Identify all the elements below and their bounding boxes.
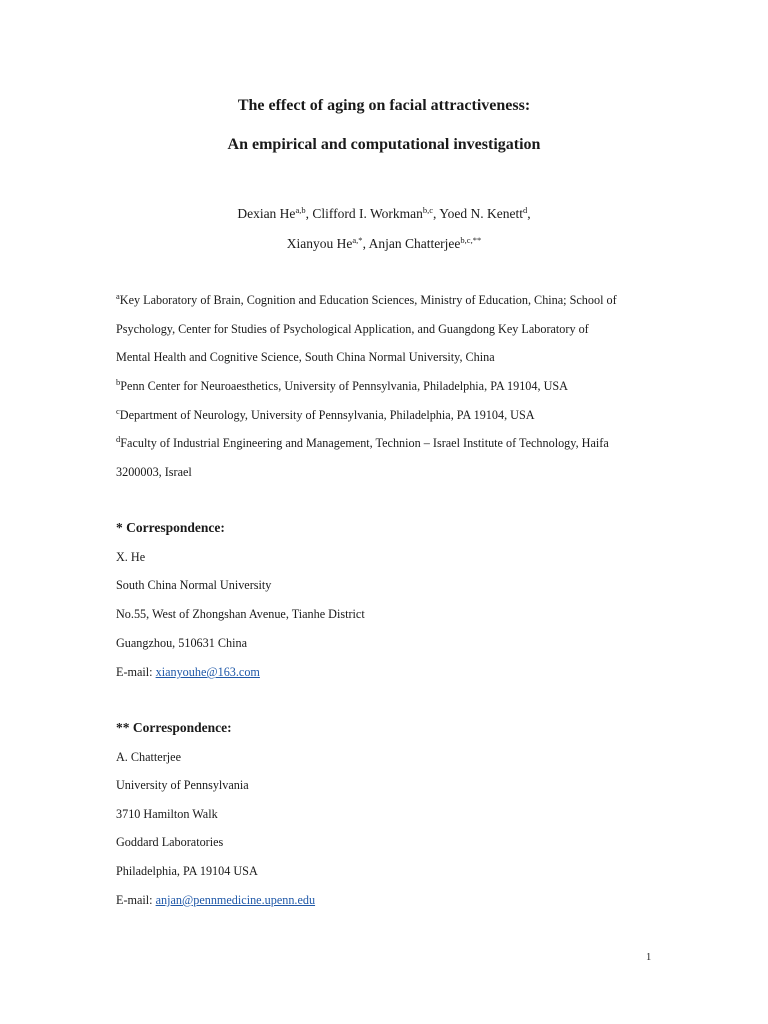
affiliation-mark: c: [116, 406, 120, 416]
author-affiliation-mark: b,c,**: [460, 235, 482, 245]
email-link[interactable]: anjan@pennmedicine.upenn.edu: [155, 893, 316, 907]
correspondence-2-address-1: 3710 Hamilton Walk: [116, 807, 218, 821]
affiliation-b: [116, 379, 568, 394]
paper-title-line-2: An empirical and computational investigation: [227, 136, 541, 153]
affiliation-d-line-1: [116, 436, 609, 451]
author-name: Yoed N. Kenett: [439, 206, 524, 221]
email-label: E-mail:: [116, 665, 156, 679]
affiliation-mark: b: [116, 377, 121, 387]
author-separator: ,: [305, 206, 313, 221]
paper-title-line-1: The effect of aging on facial attractiveness:: [237, 97, 531, 114]
author-list-line-1: [0, 206, 768, 222]
affiliation-text: Faculty of Industrial Engineering and Management, Technion – Israel Institute of Technology, Haifa: [120, 436, 609, 450]
correspondence-heading-2: ** Correspondence:: [116, 720, 232, 735]
author-affiliation-mark: d: [523, 205, 528, 215]
author-separator: ,: [527, 206, 531, 221]
correspondence-2-name: A. Chatterjee: [116, 750, 181, 764]
affiliation-text: Key Laboratory of Brain, Cognition and Education Sciences, Ministry of Education, China; School of: [119, 293, 617, 307]
correspondence-1-name: X. He: [116, 550, 146, 564]
affiliation-text: Penn Center for Neuroaesthetics, University of Pennsylvania, Philadelphia, PA 19104, USA: [120, 379, 568, 393]
correspondence-2-address-3: Philadelphia, PA 19104 USA: [116, 864, 258, 878]
affiliation-mark: d: [116, 434, 121, 444]
correspondence-heading-1: * Correspondence:: [116, 520, 225, 535]
affiliation-a-line-3: Mental Health and Cognitive Science, South China Normal University, China: [116, 350, 495, 364]
correspondence-1-address-2: Guangzhou, 510631 China: [116, 636, 247, 650]
affiliation-text: Department of Neurology, University of Pennsylvania, Philadelphia, PA 19104, USA: [119, 408, 535, 422]
author-affiliation-mark: a,b: [295, 205, 306, 215]
correspondence-2-email-line: [116, 893, 315, 908]
correspondence-2-address-2: Goddard Laboratories: [116, 835, 224, 849]
affiliation-d-line-2: 3200003, Israel: [116, 465, 192, 479]
author-separator: ,: [433, 206, 440, 221]
author-affiliation-mark: a,*: [352, 235, 363, 245]
author-name: Dexian He: [237, 206, 296, 221]
affiliation-a-line-1: [116, 293, 617, 308]
affiliation-mark: a: [116, 291, 120, 301]
author-name: Clifford I. Workman: [312, 206, 423, 221]
correspondence-1-address-1: No.55, West of Zhongshan Avenue, Tianhe District: [116, 607, 365, 621]
author-separator: ,: [362, 236, 369, 251]
email-label: E-mail:: [116, 893, 156, 907]
correspondence-2-institution: University of Pennsylvania: [116, 778, 249, 792]
author-name: Anjan Chatterjee: [368, 236, 461, 251]
correspondence-1-email-line: [116, 665, 260, 680]
affiliation-c: [116, 408, 535, 423]
affiliation-a-line-2: Psychology, Center for Studies of Psychological Application, and Guangdong Key Laboratory of: [116, 322, 589, 336]
page-number: 1: [646, 952, 652, 963]
author-name: Xianyou He: [286, 236, 353, 251]
author-list-line-2: [0, 236, 768, 252]
correspondence-1-institution: South China Normal University: [116, 578, 272, 592]
email-link[interactable]: xianyouhe@163.com: [155, 665, 260, 679]
author-affiliation-mark: b,c: [422, 205, 434, 215]
